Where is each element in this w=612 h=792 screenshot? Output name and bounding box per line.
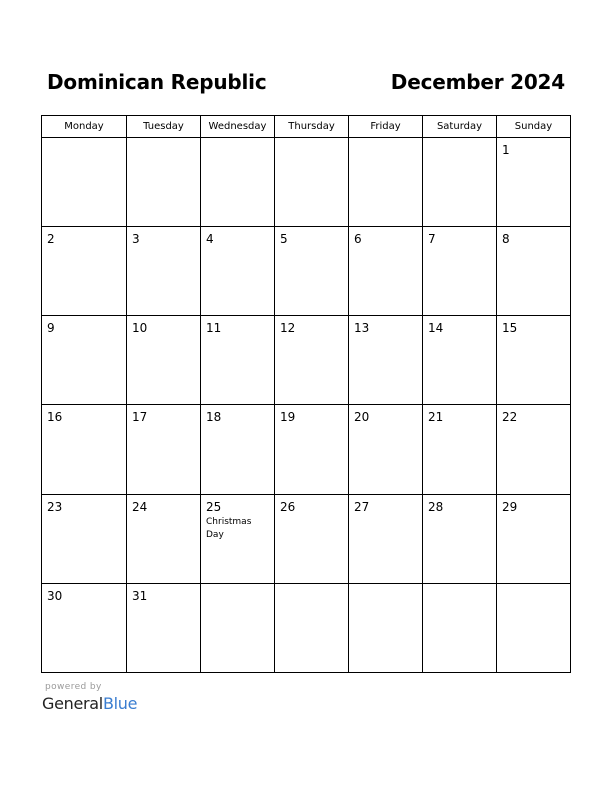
day-cell-30 [42, 583, 127, 672]
day-cell-5 [275, 227, 349, 316]
day-number: 16 [47, 410, 63, 425]
day-cell-25 [201, 494, 275, 583]
day-number: 15 [502, 321, 518, 336]
day-number: 21 [428, 410, 444, 425]
weekday-wednesday: Wednesday [201, 116, 275, 138]
calendar-grid [41, 115, 571, 673]
empty-day-cell [349, 583, 423, 672]
weekday-thursday: Thursday [275, 116, 349, 138]
powered-by-text: powered by [45, 682, 102, 692]
day-cell-6 [349, 227, 423, 316]
empty-day-cell [497, 583, 571, 672]
day-cell-3 [127, 227, 201, 316]
day-cell-19 [275, 405, 349, 494]
empty-day-cell [423, 583, 497, 672]
day-cell-21 [423, 405, 497, 494]
day-number: 13 [354, 321, 370, 336]
day-cell-4 [201, 227, 275, 316]
empty-day-cell [201, 583, 275, 672]
day-number: 2 [47, 232, 55, 247]
day-cell-1 [497, 138, 571, 227]
day-cell-23 [42, 494, 127, 583]
day-cell-27 [349, 494, 423, 583]
country-title: Dominican Republic [47, 70, 267, 94]
day-cell-31 [127, 583, 201, 672]
day-number: 7 [428, 232, 436, 247]
day-number: 29 [502, 499, 518, 514]
weekday-sunday: Sunday [497, 116, 571, 138]
day-number: 27 [354, 499, 370, 514]
day-cell-9 [42, 316, 127, 405]
day-cell-20 [349, 405, 423, 494]
day-number: 12 [280, 321, 296, 336]
day-cell-28 [423, 494, 497, 583]
day-number: 31 [132, 588, 148, 603]
day-number: 5 [280, 232, 288, 247]
day-number: 28 [428, 499, 444, 514]
generalblue-logo[interactable] [42, 694, 137, 713]
empty-day-cell [423, 138, 497, 227]
holiday-label: Christmas Day [206, 516, 252, 540]
empty-day-cell [201, 138, 275, 227]
day-number: 26 [280, 499, 296, 514]
day-cell-15 [497, 316, 571, 405]
day-cell-14 [423, 316, 497, 405]
brand-general-text: General [42, 694, 103, 713]
day-number: 22 [502, 410, 518, 425]
day-number: 1 [502, 143, 510, 157]
day-number: 10 [132, 321, 148, 336]
empty-day-cell [275, 583, 349, 672]
day-cell-29 [497, 494, 571, 583]
empty-day-cell [127, 138, 201, 227]
day-cell-18 [201, 405, 275, 494]
week-row [42, 494, 571, 583]
empty-day-cell [349, 138, 423, 227]
day-number: 20 [354, 410, 370, 425]
day-cell-17 [127, 405, 201, 494]
day-number: 8 [502, 232, 510, 247]
day-number: 6 [354, 232, 362, 247]
day-cell-8 [497, 227, 571, 316]
day-number: 11 [206, 321, 222, 336]
week-row [42, 583, 571, 672]
day-cell-13 [349, 316, 423, 405]
day-number: 19 [280, 410, 296, 425]
day-cell-7 [423, 227, 497, 316]
day-cell-22 [497, 405, 571, 494]
day-cell-11 [201, 316, 275, 405]
day-number: 9 [47, 321, 55, 336]
month-year-title: December 2024 [390, 70, 565, 94]
week-row [42, 405, 571, 494]
weekday-monday: Monday [42, 116, 127, 138]
day-number: 18 [206, 410, 222, 425]
empty-day-cell [275, 138, 349, 227]
week-row [42, 138, 571, 227]
week-row [42, 316, 571, 405]
day-number: 30 [47, 588, 63, 603]
day-cell-26 [275, 494, 349, 583]
brand-blue-text: Blue [102, 694, 138, 713]
day-cell-12 [275, 316, 349, 405]
weekday-tuesday: Tuesday [127, 116, 201, 138]
day-cell-24 [127, 494, 201, 583]
weekday-friday: Friday [349, 116, 423, 138]
day-number: 17 [132, 410, 148, 425]
day-cell-16 [42, 405, 127, 494]
weeks-body [42, 138, 571, 673]
day-number: 24 [132, 499, 148, 514]
weekday-header-row [42, 116, 571, 138]
day-cell-2 [42, 227, 127, 316]
weekday-saturday: Saturday [423, 116, 497, 138]
day-cell-10 [127, 316, 201, 405]
day-number: 3 [132, 232, 140, 247]
day-number: 23 [47, 499, 63, 514]
day-number: 4 [206, 232, 214, 247]
day-number: 25 [206, 499, 222, 514]
week-row [42, 227, 571, 316]
empty-day-cell [42, 138, 127, 227]
day-number: 14 [428, 321, 444, 336]
